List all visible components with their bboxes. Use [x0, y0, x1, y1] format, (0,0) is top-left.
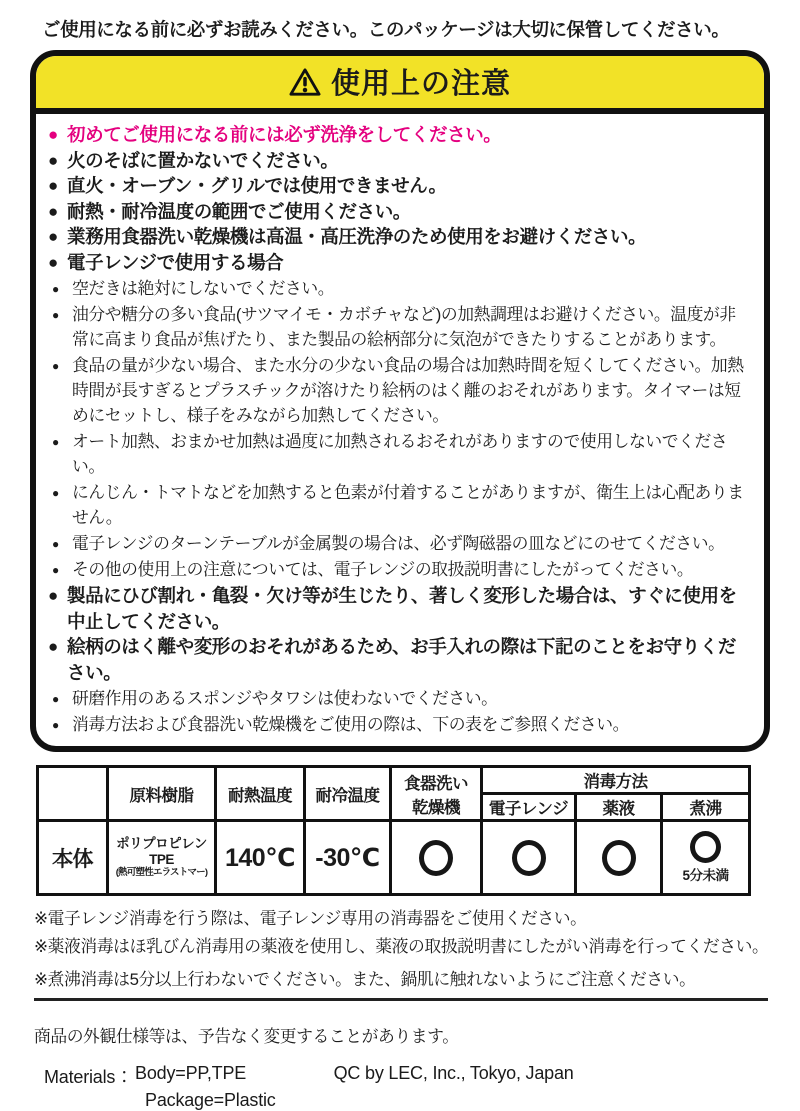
spec-table — [36, 765, 751, 896]
spec-col-dishwasher-line1: 食器洗い — [404, 774, 468, 793]
materials-body: Body=PP,TPE — [135, 1063, 247, 1083]
spec-col-boiling: 煮沸 — [662, 794, 750, 821]
notice-item: ● 初めてご使用になる前には必ず洗浄をしてください。 — [48, 122, 752, 148]
materials-package: Package=Plastic — [145, 1090, 276, 1110]
notice-subitem: ● オート加熱、おまかせ加熱は過度に加熱されるおそれがありますので使用しないでください。 — [48, 429, 752, 479]
footnote: ※煮沸消毒は5分以上行わないでください。また、鍋肌に触れないようにご注意ください。 — [34, 967, 768, 1001]
notice-item: ● 製品にひび割れ・亀裂・欠け等が生じたり、著しく変形した場合は、すぐに使用を中止してください。 — [48, 583, 752, 634]
usage-caution-title: 使用上の注意 — [330, 68, 511, 100]
spec-col-blank — [38, 767, 108, 821]
spec-row-label: 本体 — [38, 821, 108, 895]
notice-subitem: ● 消毒方法および食器洗い乾燥機をご使用の際は、下の表をご参照ください。 — [48, 712, 752, 737]
materials-info — [44, 1063, 770, 1111]
spec-col-material: 原料樹脂 — [108, 767, 216, 821]
boiling-limit: 5分未満 — [682, 868, 729, 883]
usage-caution-header — [36, 56, 764, 114]
spec-col-dishwasher-line2: 乾燥機 — [412, 798, 460, 817]
ok-circle-icon — [512, 840, 546, 876]
material-line3: (熱可塑性エラストマー) — [115, 867, 208, 878]
footnotes — [34, 906, 770, 1001]
spec-col-heat: 耐熱温度 — [216, 767, 305, 821]
spec-cell-boiling — [662, 821, 750, 895]
notice-subitem: ● 食品の量が少ない場合、また水分の少ない食品の場合は加熱時間を短くしてください。加熱時間が長すぎるとプラスチックが溶けたり絵柄のはく離のおそれがあります。タイマーは短めにセットし、様子をみながら加熱してください。 — [48, 353, 752, 428]
usage-caution-list — [36, 114, 764, 746]
notice-item: ● 火のそばに置かないでください。 — [48, 148, 752, 174]
warning-triangle-icon — [289, 67, 321, 97]
ok-circle-icon — [690, 831, 721, 863]
intro-text: ご使用になる前に必ずお読みください。このパッケージは大切に保管してください。 — [42, 19, 730, 40]
notice-item: ● 絵柄のはく離や変形のおそれがあるため、お手入れの際は下記のことをお守りください。 — [48, 634, 752, 685]
notice-subitem: ● 研磨作用のあるスポンジやタワシは使わないでください。 — [48, 686, 752, 711]
spec-col-cold: 耐冷温度 — [305, 767, 391, 821]
notice-item: ● 耐熱・耐冷温度の範囲でご使用ください。 — [48, 199, 752, 225]
notice-subitem: ● 空だきは絶対にしないでください。 — [48, 276, 752, 301]
notice-subitem: ● その他の使用上の注意については、電子レンジの取扱説明書にしたがってください。 — [48, 557, 752, 582]
spec-col-chemical: 薬液 — [576, 794, 662, 821]
qc-text: QC by LEC, Inc., Tokyo, Japan — [333, 1063, 574, 1083]
spec-col-microwave: 電子レンジ — [482, 794, 576, 821]
footnote: ※電子レンジ消毒を行う際は、電子レンジ専用の消毒器をご使用ください。 — [34, 909, 587, 928]
spec-cell-chemical — [576, 821, 662, 895]
spec-cell-material — [108, 821, 216, 895]
spec-cell-cold: -30℃ — [305, 821, 391, 895]
spec-col-disinfection: 消毒方法 — [482, 767, 750, 794]
notice-item: ● 電子レンジで使用する場合 — [48, 250, 752, 276]
material-line2: TPE — [149, 852, 174, 867]
material-line1: ポリプロピレン — [116, 836, 207, 851]
spec-col-dishwasher — [391, 767, 482, 821]
spec-cell-dishwasher — [391, 821, 482, 895]
notice-subitem: ● 油分や糖分の多い食品(サツマイモ・カボチャなど)の加熱調理はお避けください。温度が非常に高まり食品が焦げたり、また製品の絵柄部分に気泡ができたりすることがあります。 — [48, 302, 752, 352]
usage-caution-box — [30, 50, 770, 752]
spec-cell-microwave — [482, 821, 576, 895]
footnote: ※薬液消毒はほ乳びん消毒用の薬液を使用し、薬液の取扱説明書にしたがい消毒を行ってください。 — [34, 937, 769, 956]
notice-item: ● 直火・オーブン・グリルでは使用できません。 — [48, 173, 752, 199]
notice-subitem: ● 電子レンジのターンテーブルが金属製の場合は、必ず陶磁器の皿などにのせてください。 — [48, 531, 752, 556]
ok-circle-icon — [602, 840, 636, 876]
materials-label: Materials： — [44, 1067, 134, 1087]
change-notice: 商品の外観仕様等は、予告なく変更することがあります。 — [34, 1027, 459, 1046]
materials-values — [135, 1063, 276, 1111]
spec-cell-heat: 140℃ — [216, 821, 305, 895]
ok-circle-icon — [419, 840, 453, 876]
notice-subitem: ● にんじん・トマトなどを加熱すると色素が付着することがありますが、衛生上は心配ありません。 — [48, 480, 752, 530]
spec-row-body — [38, 821, 750, 895]
notice-item: ● 業務用食器洗い乾燥機は高温・高圧洗浄のため使用をお避けください。 — [48, 224, 752, 250]
